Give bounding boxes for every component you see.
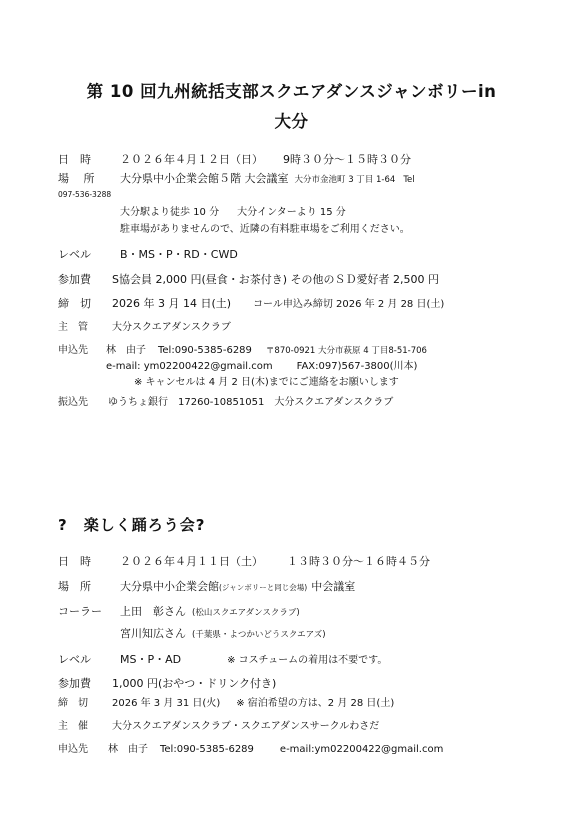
- apply-name: 林 由子: [108, 744, 148, 755]
- date-label: 日 時: [58, 555, 91, 568]
- fee-label: 参加費: [58, 677, 91, 690]
- level-label: レベル: [58, 653, 91, 666]
- date-value: ２０２６年４月１２日（日）: [120, 153, 263, 166]
- event2-fee-row: [58, 677, 276, 691]
- apply-tel: Tel:090-5385-6289: [158, 345, 252, 356]
- level-value: B・MS・P・RD・CWD: [120, 248, 238, 261]
- event1-tel-value: 097-536-3288: [58, 190, 112, 199]
- event1-transfer-row: [58, 396, 393, 410]
- transfer-value: ゆうちょ銀行 17260-10851051 大分スクエアダンスクラブ: [108, 397, 394, 408]
- apply-email: e-mail: ym02200422@gmail.com: [106, 361, 273, 372]
- apply-name: 林 由子: [106, 345, 146, 356]
- event2-host-row: [58, 720, 379, 734]
- host-value: 大分スクエアダンスクラブ・スクエアダンスサークルわさだ: [112, 721, 380, 732]
- place-label: 場 所: [58, 172, 95, 185]
- place-label: 場 所: [58, 580, 91, 593]
- deadline-label: 締 切: [58, 297, 91, 310]
- apply-fax: FAX:097)567-3800(川本): [296, 361, 418, 372]
- caller2-name: 宮川知広さん: [120, 627, 186, 640]
- event1-apply-row: [58, 344, 427, 358]
- event1-date-row: [58, 153, 411, 167]
- caller1-name: 上田 彰さん: [120, 605, 186, 618]
- place-note: (ジャンボリーと同じ会場): [219, 583, 308, 592]
- place-value: 大分県中小企業会館５階 大会議室: [120, 172, 289, 185]
- apply-label: 申込先: [58, 744, 88, 755]
- time-value: 9時３０分～１５時３０分: [283, 153, 411, 166]
- deadline-label: 締 切: [58, 698, 88, 709]
- event2-place-row: [58, 580, 355, 595]
- event1-contact-row: [106, 360, 417, 374]
- address: 大分市金池町 3 丁目 1-64: [294, 175, 396, 185]
- event1-place-row: [58, 172, 415, 187]
- deadline-value: 2026 年 3 月 31 日(火): [112, 698, 221, 709]
- date-value: ２０２６年４月１１日（土）: [120, 555, 263, 568]
- caller-deadline: コール申込み締切 2026 年 2 月 28 日(土): [253, 299, 445, 310]
- transfer-label: 振込先: [58, 397, 88, 408]
- deadline-value: 2026 年 3 月 14 日(土): [112, 297, 232, 310]
- event2-caller2-row: [120, 627, 326, 642]
- place-room: 中会議室: [311, 580, 356, 593]
- event1-level-row: [58, 248, 238, 262]
- event1-parking-note: 駐車場がありませんので、近隣の有料駐車場をご利用ください。: [120, 224, 410, 235]
- event2-date-row: [58, 555, 430, 569]
- event2-apply-row: [58, 743, 443, 757]
- access-walk: 大分駅より徒歩 10 分: [120, 207, 220, 218]
- caller1-club: (松山スクエアダンスクラブ): [192, 608, 300, 618]
- fee-label: 参加費: [58, 273, 91, 286]
- event2-deadline-row: [58, 697, 394, 711]
- tel-label: Tel: [403, 175, 415, 185]
- host-label: 主 催: [58, 721, 88, 732]
- apply-label: 申込先: [58, 345, 88, 356]
- fee-value: S協会員 2,000 円(昼食・お茶付き) その他のＳＤ愛好者 2,500 円: [112, 273, 440, 286]
- apply-tel: Tel:090-5385-6289: [160, 744, 254, 755]
- event1-cancel-note: ※ キャンセルは 4 月 2 日(木)までにご連絡をお願いします: [134, 377, 399, 388]
- caller2-club: (千葉県・よつかいどうスクエアズ): [192, 630, 326, 640]
- level-label: レベル: [58, 248, 91, 261]
- caller-label: コーラー: [58, 605, 102, 618]
- date-label: 日 時: [58, 153, 91, 166]
- event1-title-line1: 第 10 回九州統括支部スクエアダンスジャンボリーin: [86, 82, 497, 101]
- event1-title-line2: 大分: [274, 112, 309, 131]
- fee-value: 1,000 円(おやつ・ドリンク付き): [112, 677, 277, 690]
- host-label: 主 管: [58, 322, 88, 333]
- costume-note: ※ コスチュームの着用は不要です。: [227, 655, 388, 666]
- level-value: MS・P・AD: [120, 653, 182, 666]
- event2-title: ? 楽しく踊ろう会?: [58, 516, 206, 534]
- event1-access-row: [120, 206, 346, 220]
- event2-level-row: [58, 653, 387, 668]
- place-value: 大分県中小企業会館: [120, 580, 219, 593]
- stay-note: ※ 宿泊希望の方は、2 月 28 日(土): [236, 698, 395, 709]
- time-value: １３時３０分～１６時４５分: [287, 555, 430, 568]
- event1-fee-row: [58, 273, 439, 287]
- apply-email: e-mail:ym02200422@gmail.com: [279, 744, 444, 755]
- apply-address: 〒870-0921 大分市萩原 4 丁目8-51-706: [265, 346, 427, 356]
- event2-caller1-row: [58, 605, 300, 620]
- access-ic: 大分インターより 15 分: [237, 207, 346, 218]
- event1-deadline-row: [58, 297, 444, 312]
- host-value: 大分スクエアダンスクラブ: [112, 322, 231, 333]
- event1-host-row: [58, 321, 231, 335]
